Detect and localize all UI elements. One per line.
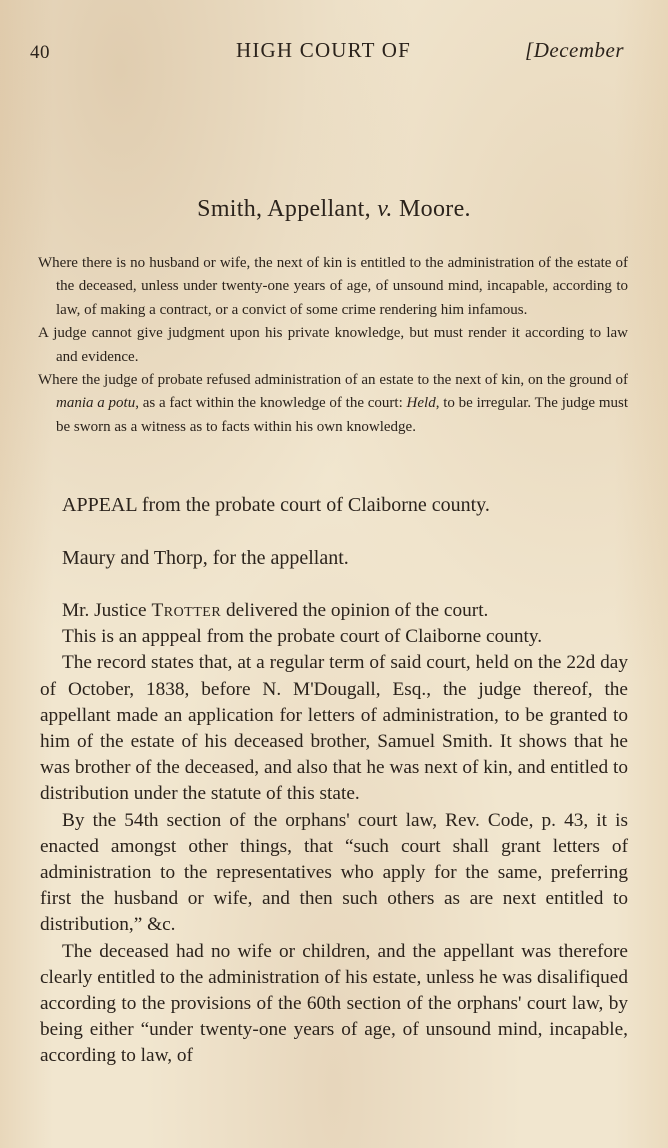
case-title-parties: Smith, Appellant, xyxy=(197,196,378,222)
headnote-3 xyxy=(38,369,628,439)
court-heading: HIGH COURT OF xyxy=(236,38,411,62)
appeal-line: APPEAL from the probate court of Claiborne county. xyxy=(62,494,490,516)
headnotes xyxy=(38,252,628,439)
opinion-intro-b: delivered the opinion of the court. xyxy=(221,600,489,621)
month-heading: [December xyxy=(525,38,624,62)
opinion-intro xyxy=(40,598,628,624)
running-head xyxy=(30,38,624,68)
headnote-3-text-b: , as a fact within the knowledge of the court: xyxy=(135,395,407,412)
headnote-1: Where there is no husband or wife, the next of kin is entitled to the administration of the estate of the deceased, unless under twenty-one years of age, of unsound mind, incapable, according to law, of making a contract, or a convict of some crime rendering him infamous. xyxy=(38,255,628,318)
opinion-paragraph-2: The record states that, at a regular term of said court, held on the 22d day of October, 1838, before N. M'Dougall, Esq., the judge thereof, the appellant made an application for letters of administration, to be granted to him of the estate of his deceased brother, Samuel Smith. It shows that he was brother of the deceased, and also that he was next of kin, and entitled to distribution under the statute of this state. xyxy=(40,652,628,805)
opinion-text xyxy=(40,598,628,1070)
headnote-3-text-a: Where the judge of probate refused administration of an estate to the next of kin, on the ground of xyxy=(38,372,628,389)
justice-name: Trotter xyxy=(151,600,222,621)
headnote-3-held: Held xyxy=(406,395,436,412)
page-number: 40 xyxy=(30,42,50,63)
headnote-3-latin-phrase: mania a potu xyxy=(56,395,136,412)
opinion-intro-a: Mr. Justice xyxy=(62,600,152,621)
case-title-versus: v. xyxy=(377,196,393,222)
headnote-3-text-c: , to be irregular. The judge must be sworn as a witness as to facts within his own knowledge. xyxy=(56,395,628,435)
counsel-line: Maury and Thorp, for the appellant. xyxy=(62,547,349,569)
opinion-paragraph-4: The deceased had no wife or children, and the appellant was therefore clearly entitled to the administration of his estate, unless he was disalifiqued according to the provisions of the 60th section of the orphans' court law, by being either “under twenty-one years of age, of unsound mind, incapable, according to law, of xyxy=(40,940,628,1067)
headnote-2: A judge cannot give judgment upon his private knowledge, but must render it according to law and evidence. xyxy=(38,325,628,365)
case-title-respondent: Moore. xyxy=(392,196,471,222)
case-title xyxy=(0,196,668,223)
opinion-paragraph-3: By the 54th section of the orphans' court law, Rev. Code, p. 43, it is enacted amongst other things, that “such court shall grant letters of administration to the representatives who apply for the same, preferring first the husband or wife, and then such others as are next entitled to distribution,” &c. xyxy=(40,809,628,936)
opinion-paragraph-1: This is an apppeal from the probate court of Claiborne county. xyxy=(62,626,543,648)
